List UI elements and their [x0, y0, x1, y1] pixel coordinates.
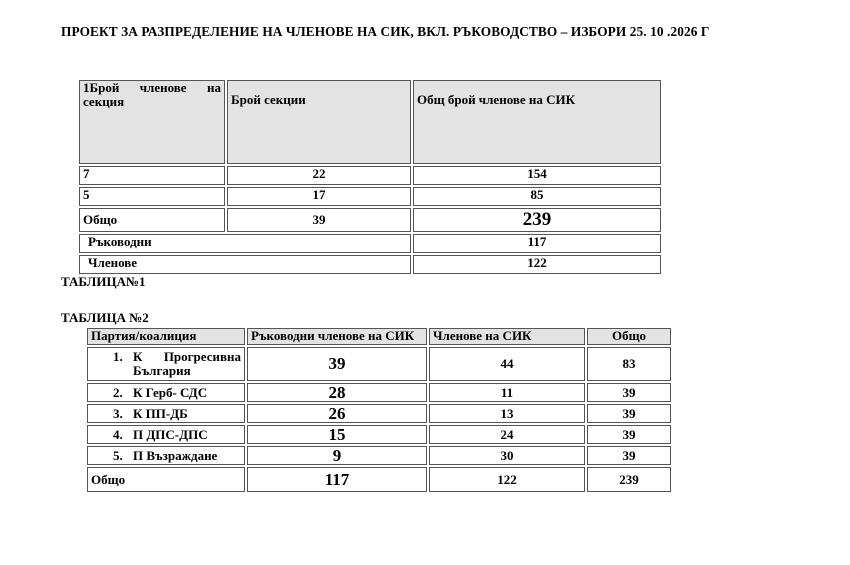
total-cell: 83 — [587, 347, 671, 381]
party-name: П ДПС-ДПС — [133, 426, 208, 442]
table-1-caption: ТАБЛИЦА№1 — [61, 274, 146, 289]
members-cell: 11 — [429, 383, 585, 402]
table-1 — [77, 78, 663, 276]
table-2-header-row — [87, 328, 671, 345]
sections-cell: 17 — [227, 187, 411, 206]
header-members: Членове на СИК — [429, 328, 585, 345]
leaders-value: 117 — [413, 234, 661, 253]
header-total: Общо — [587, 328, 671, 345]
total-leaders: 117 — [247, 467, 427, 492]
party-number: 5. — [113, 447, 123, 463]
party-cell — [87, 347, 245, 381]
table-row — [79, 166, 661, 185]
party-cell — [87, 404, 245, 423]
table-row — [87, 347, 671, 381]
header-sections-count: Брой секции — [227, 80, 411, 164]
document-title: ПРОЕКТ ЗА РАЗПРЕДЕЛЕНИЕ НА ЧЛЕНОВЕ НА СИК, ВКЛ. РЪКОВОДСТВО – ИЗБОРИ 25. 10 .2026 Г — [61, 24, 710, 39]
party-number: 1. — [113, 349, 123, 364]
total-sections: 39 — [227, 208, 411, 232]
header-party: Партия/коалиция — [87, 328, 245, 345]
total-cell: 39 — [587, 404, 671, 423]
members-cell: 5 — [79, 187, 225, 206]
total-label: Общо — [87, 467, 245, 492]
total-members: 122 — [429, 467, 585, 492]
party-number: 4. — [113, 426, 123, 442]
total-cell: 85 — [413, 187, 661, 206]
leaders-cell: 9 — [247, 446, 427, 465]
leaders-cell: 26 — [247, 404, 427, 423]
header-members-per-section: 1Брой членове на секция — [79, 80, 225, 164]
party-cell — [87, 383, 245, 402]
leaders-row — [79, 234, 661, 253]
total-cell: 39 — [587, 425, 671, 444]
table-2-total-row — [87, 467, 671, 492]
leaders-cell: 39 — [247, 347, 427, 381]
table-2-caption: ТАБЛИЦА №2 — [61, 310, 149, 325]
party-name: К ПП-ДБ — [133, 405, 188, 421]
table-1-total-row — [79, 208, 661, 232]
total-overall: 239 — [587, 467, 671, 492]
table-row — [87, 425, 671, 444]
members-cell: 24 — [429, 425, 585, 444]
members-cell: 44 — [429, 347, 585, 381]
members-cell: 13 — [429, 404, 585, 423]
party-number: 3. — [113, 405, 123, 421]
header-total-members: Общ брой членове на СИК — [413, 80, 661, 164]
members-row — [79, 255, 661, 274]
table-2 — [85, 326, 673, 494]
table-row — [87, 404, 671, 423]
members-value: 122 — [413, 255, 661, 274]
table-row — [79, 187, 661, 206]
table-row — [87, 383, 671, 402]
total-cell: 154 — [413, 166, 661, 185]
leaders-cell: 28 — [247, 383, 427, 402]
party-name: К Герб- СДС — [133, 384, 208, 400]
members-cell: 30 — [429, 446, 585, 465]
header-leaders: Ръководни членове на СИК — [247, 328, 427, 345]
total-cell: 39 — [587, 446, 671, 465]
leaders-cell: 15 — [247, 425, 427, 444]
members-cell: 7 — [79, 166, 225, 185]
table-1-header-row — [79, 80, 661, 164]
leaders-label: Ръководни — [79, 234, 411, 253]
table-row — [87, 446, 671, 465]
party-name: К Прогресивна България — [133, 349, 241, 378]
party-cell — [87, 425, 245, 444]
sections-cell: 22 — [227, 166, 411, 185]
members-label: Членове — [79, 255, 411, 274]
grand-total: 239 — [413, 208, 661, 232]
party-number: 2. — [113, 384, 123, 400]
total-cell: 39 — [587, 383, 671, 402]
party-name: П Възраждане — [133, 447, 218, 463]
total-label: Общо — [79, 208, 225, 232]
party-cell — [87, 446, 245, 465]
